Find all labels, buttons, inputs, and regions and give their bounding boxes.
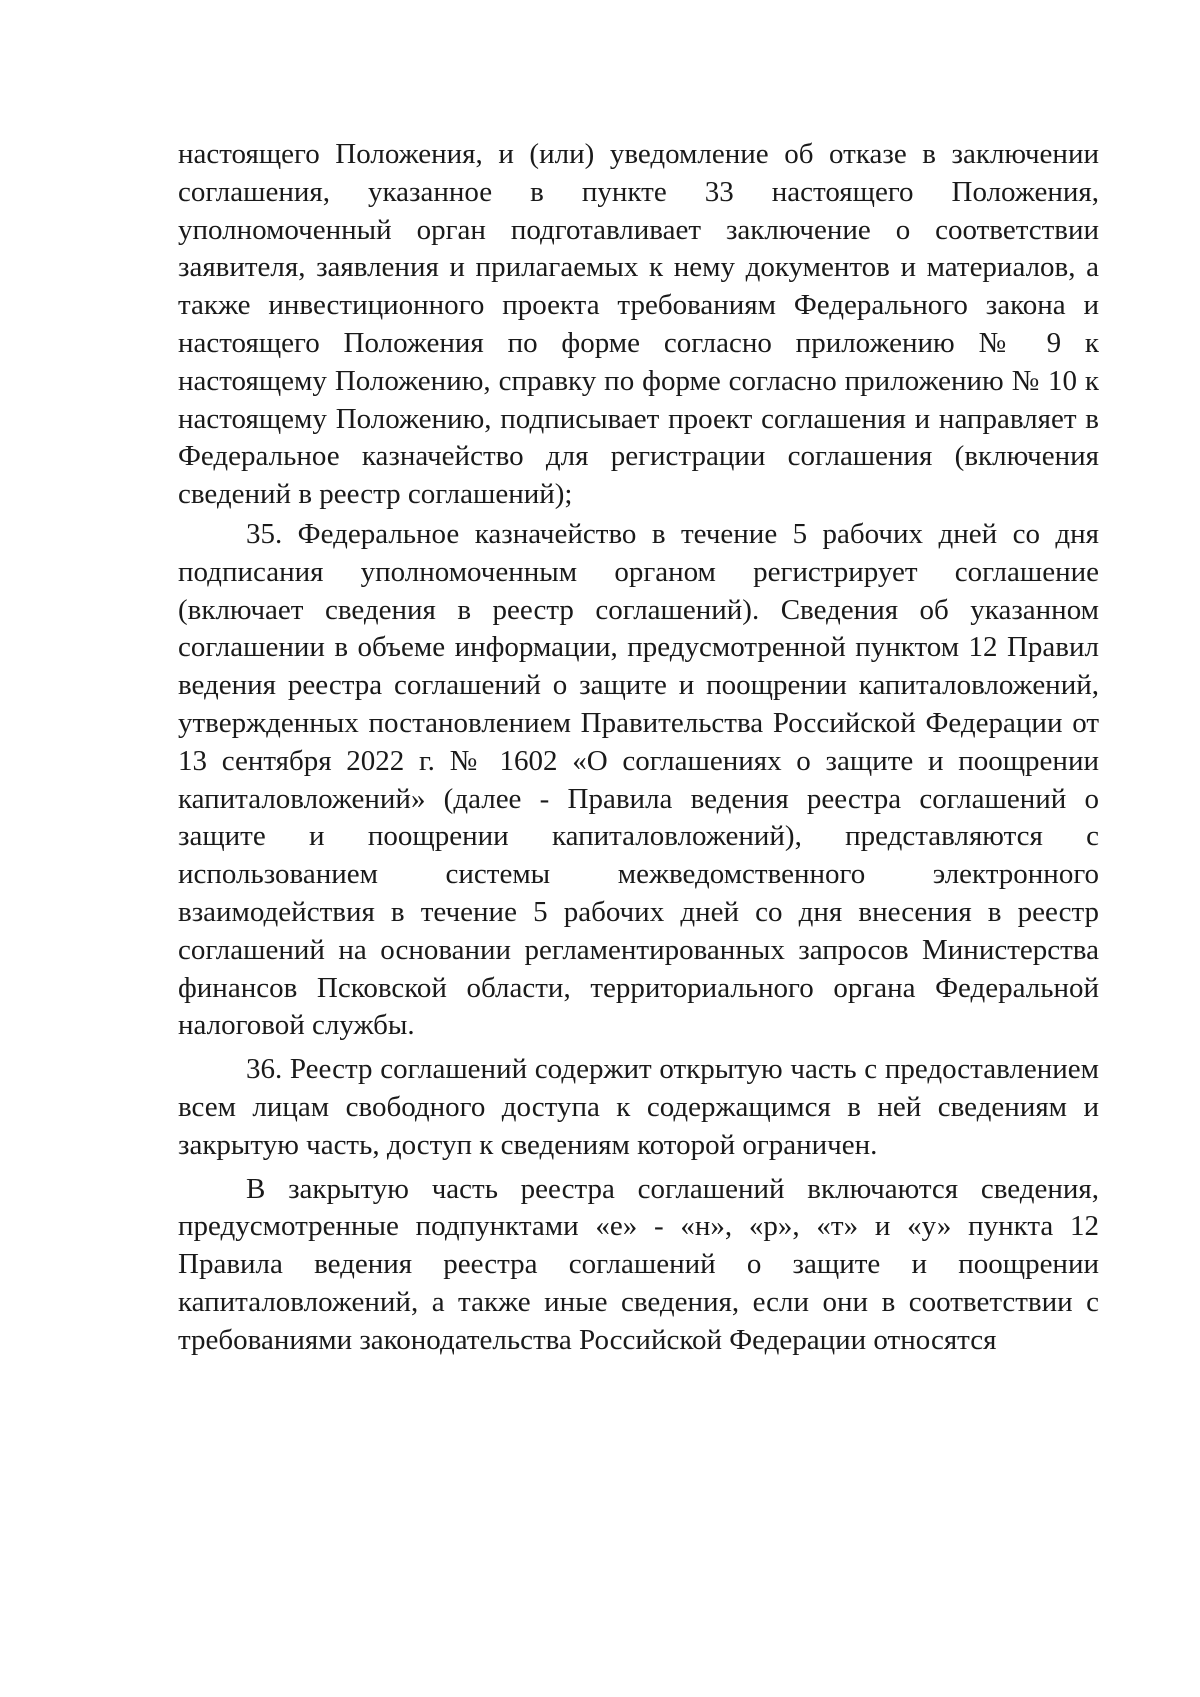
paragraph-continuation: настоящего Положения, и (или) уведомление об отказе в заключении соглашения, указанное в пункте 33 настоящего Положения, уполномоченный орган подготавливает заключение о соответствии заявителя, заявления и прилагаемых к нему документов и материалов, а также инвестиционного проекта требованиям Федерального закона и настоящего Положения по форме согласно приложению № 9 к настоящему Положению, справку по форме согласно приложению № 10 к настоящему Положению, подписывает проект соглашения и направляет в Федеральное казначейство для регистрации соглашения (включения сведений в реестр соглашений); xyxy=(178,138,1099,511)
document-body xyxy=(178,136,1099,1360)
paragraph-35: 35. Федеральное казначейство в течение 5 рабочих дней со дня подписания уполномоченным органом регистрирует соглашение (включает сведения в реестр соглашений). Сведения об указанном соглашении в объеме информации, предусмотренной пунктом 12 Правил ведения реестра соглашений о защите и поощрении капиталовложений, утвержденных постановлением Правительства Российской Федерации от 13 сентября 2022 г. № 1602 «О соглашениях о защите и поощрении капиталовложений» (далее - Правила ведения реестра соглашений о защите и поощрении капиталовложений), представляются с использованием системы межведомственного электронного взаимодействия в течение 5 рабочих дней со дня внесения в реестр соглашений на основании регламентированных запросов Министерства финансов Псковской области, территориального органа Федеральной налоговой службы. xyxy=(178,517,1099,1042)
paragraph-closed-part: В закрытую часть реестра соглашений включаются сведения, предусмотренные подпунктами «е» - «н», «р», «т» и «у» пункта 12 Правила ведения реестра соглашений о защите и поощрении капиталовложений, а также иные сведения, если они в соответствии с требованиями законодательства Российской Федерации относятся xyxy=(178,1172,1099,1356)
paragraph-36: 36. Реестр соглашений содержит открытую часть с предоставлением всем лицам свободного доступа к содержащимся в ней сведениям и закрытую часть, доступ к сведениям которой ограничен. xyxy=(178,1053,1099,1161)
